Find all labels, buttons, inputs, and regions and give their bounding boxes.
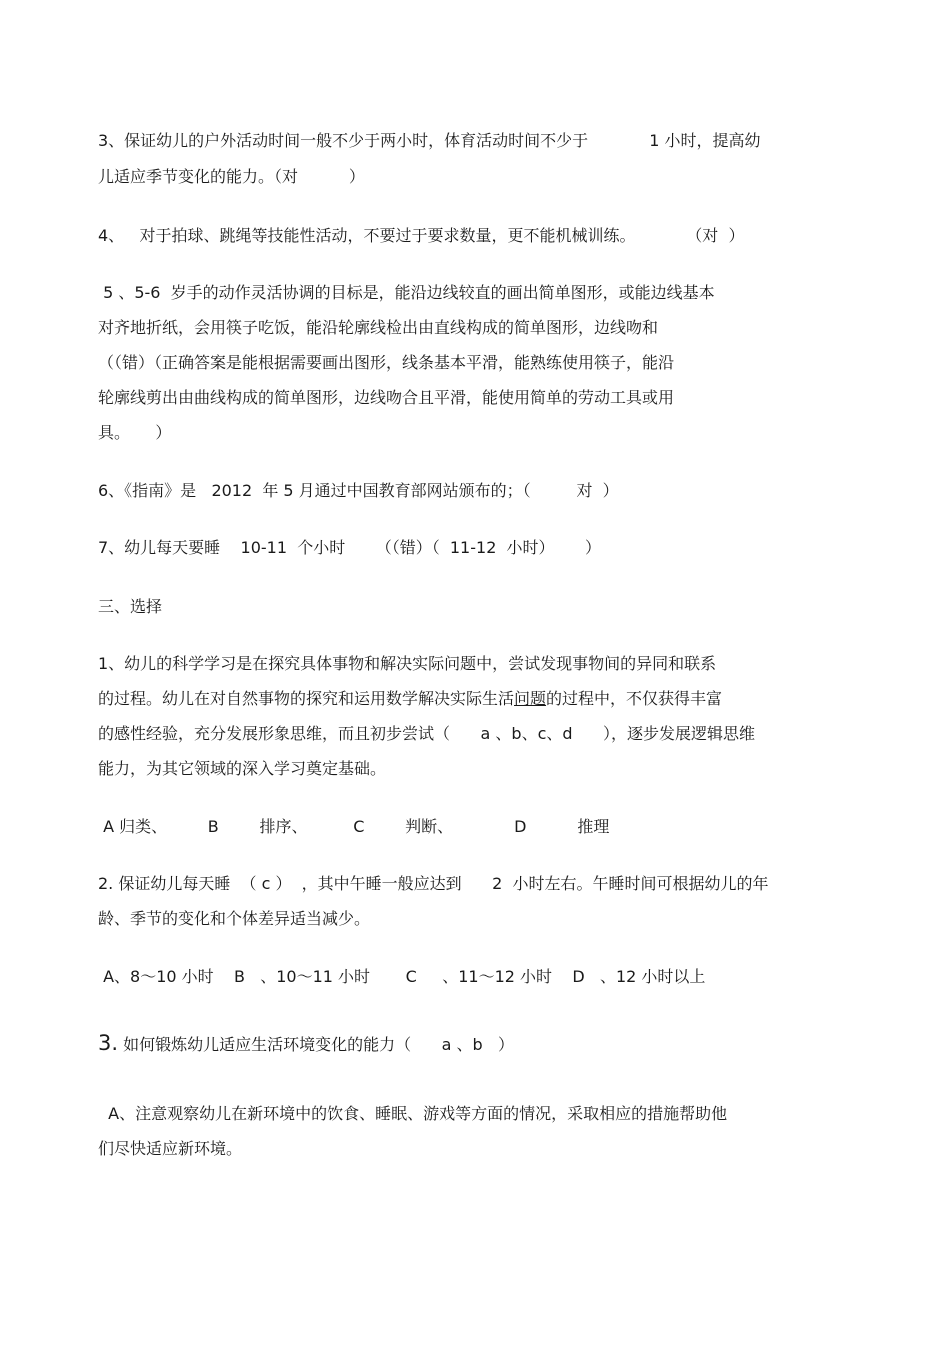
question-3-line-2: 儿适应季节变化的能力。（对 ） — [98, 167, 365, 186]
choice-1-line-2-part-c: 的过程中，不仅获得丰富 — [546, 689, 723, 708]
choice-1-options: A 归类、 B 排序、 C 判断、 D 推理 — [98, 817, 610, 836]
question-4: 4、 对于拍球、跳绳等技能性活动，不要过于要求数量，更不能机械训练。 （对 ） — [98, 226, 745, 245]
choice-2-options: A、8～10 小时 B 、10～11 小时 C 、11～12 小时 D 、12 小时以上 — [98, 967, 706, 986]
question-5-line-3: （（错）（正确答案是能根据需要画出图形，线条基本平滑，能熟练使用筷子，能沿 — [98, 353, 675, 372]
question-5-line-1: 5 、5-6 岁手的动作灵活协调的目标是，能沿边线较直的画出简单图形，或能边线基本 — [98, 283, 715, 302]
choice-3-number: 3. — [98, 1031, 119, 1055]
question-5-line-4: 轮廓线剪出由曲线构成的简单图形，边线吻合且平滑，能使用简单的劳动工具或用 — [98, 388, 675, 407]
question-3-line-1: 3、保证幼儿的户外活动时间一般不少于两小时，体育活动时间不少于 1 小时，提高幼 — [98, 131, 761, 150]
choice-1-line-4: 能力，为其它领域的深入学习奠定基础。 — [98, 759, 387, 778]
underlined-term: 问题 — [514, 689, 547, 708]
question-6: 6、《指南》是 2012 年 5 月通过中国教育部网站颁布的；（ 对 ） — [98, 481, 619, 500]
section-heading-choice: 三、选择 — [98, 597, 163, 616]
choice-2-line-1: 2. 保证幼儿每天睡 （ c ） ，其中午睡一般应达到 2 小时左右。午睡时间可根据幼儿的年 — [98, 874, 769, 893]
choice-2-line-2: 龄、季节的变化和个体差异适当减少。 — [98, 909, 371, 928]
choice-1-line-3: 的感性经验，充分发展形象思维，而且初步尝试（ a 、b、c、d ），逐步发展逻辑思维 — [98, 724, 756, 743]
choice-3-question — [98, 1033, 514, 1055]
question-5-line-2: 对齐地折纸，会用筷子吃饭，能沿轮廓线检出由直线构成的简单图形，边线吻和 — [98, 318, 659, 337]
choice-3-option-a-line-2: 们尽快适应新环境。 — [98, 1139, 243, 1158]
choice-1-line-2 — [98, 689, 722, 709]
choice-1-line-2-part-a: 的过程。幼儿在对自然事物的探究和运用数学解决实际生活 — [98, 689, 515, 708]
choice-1-line-1: 1、幼儿的科学学习是在探究具体事物和解决实际问题中，尝试发现事物间的异同和联系 — [98, 654, 717, 673]
question-7: 7、幼儿每天要睡 10-11 个小时 （（错）（ 11-12 小时） ） — [98, 538, 602, 557]
question-5-line-5: 具。 ） — [98, 423, 172, 442]
choice-3-text: 如何锻炼幼儿适应生活环境变化的能力（ a 、b ） — [118, 1035, 514, 1054]
choice-3-option-a-line-1: A、注意观察幼儿在新环境中的饮食、睡眠、游戏等方面的情况，采取相应的措施帮助他 — [98, 1104, 728, 1123]
